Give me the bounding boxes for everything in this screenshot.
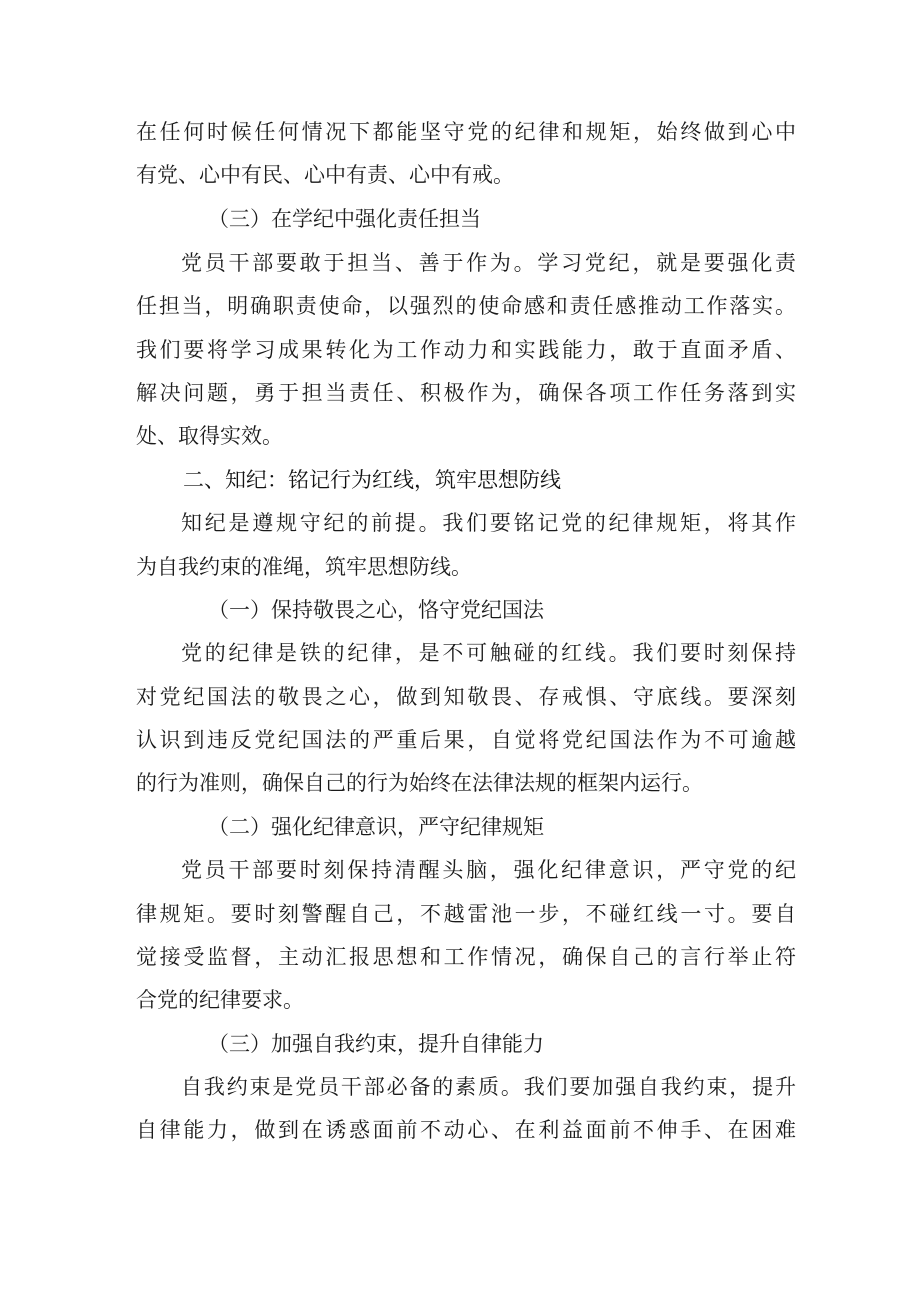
body-text-line: 党员干部要时刻保持清醒头脑，强化纪律意识，严守党的纪 bbox=[181, 858, 796, 882]
section-heading: 二、知纪：铭记行为红线，筑牢思想防线 bbox=[183, 468, 561, 492]
subheading-line: （三）加强自我约束，提升自律能力 bbox=[208, 1032, 544, 1056]
body-text-line: 解决问题，勇于担当责任、积极作为，确保各项工作任务落到实 bbox=[136, 381, 796, 405]
body-text-line: 自我约束是党员干部必备的素质。我们要加强自我约束，提升 bbox=[181, 1075, 796, 1099]
body-text-line: 党的纪律是铁的纪律，是不可触碰的红线。我们要时刻保持 bbox=[181, 641, 796, 665]
body-text-line: 自律能力，做到在诱惑面前不动心、在利益面前不伸手、在困难 bbox=[136, 1118, 796, 1142]
body-text-line: 合党的纪律要求。 bbox=[136, 988, 304, 1012]
subheading-line: （二）强化纪律意识，严守纪律规矩 bbox=[208, 815, 544, 839]
body-text-line: 知纪是遵规守纪的前提。我们要铭记党的纪律规矩，将其作 bbox=[181, 511, 796, 535]
subheading-line: （一）保持敬畏之心，恪守党纪国法 bbox=[208, 598, 544, 622]
body-text-line: 律规矩。要时刻警醒自己，不越雷池一步，不碰红线一寸。要自 bbox=[136, 902, 796, 926]
body-text-line: 有党、心中有民、心中有责、心中有戒。 bbox=[136, 163, 514, 187]
body-text-line: 认识到违反党纪国法的严重后果，自觉将党纪国法作为不可逾越 bbox=[136, 728, 796, 752]
body-text-line: 的行为准则，确保自己的行为始终在法律法规的框架内运行。 bbox=[136, 771, 703, 795]
body-text-line: 我们要将学习成果转化为工作动力和实践能力，敢于直面矛盾、 bbox=[136, 338, 796, 362]
subheading-line: （三）在学纪中强化责任担当 bbox=[208, 207, 481, 231]
body-text-line: 党员干部要敢于担当、善于作为。学习党纪，就是要强化责 bbox=[181, 251, 796, 275]
body-text-line: 觉接受监督，主动汇报思想和工作情况，确保自己的言行举止符 bbox=[136, 945, 796, 969]
body-text-line: 对党纪国法的敬畏之心，做到知敬畏、存戒惧、守底线。要深刻 bbox=[136, 685, 796, 709]
body-text-line: 任担当，明确职责使命，以强烈的使命感和责任感推动工作落实。 bbox=[136, 294, 796, 318]
body-text-line: 为自我约束的准绳，筑牢思想防线。 bbox=[136, 555, 472, 579]
body-text-line: 处、取得实效。 bbox=[136, 424, 283, 448]
body-text-line: 在任何时候任何情况下都能坚守党的纪律和规矩，始终做到心中 bbox=[136, 120, 796, 144]
